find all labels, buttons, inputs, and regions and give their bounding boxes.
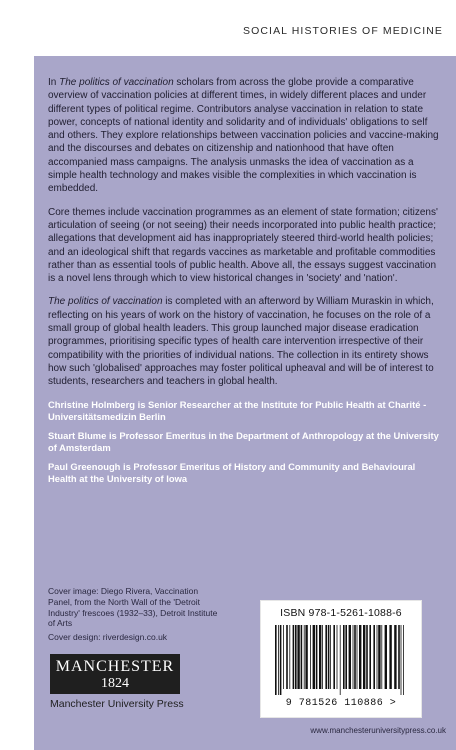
series-header — [0, 0, 456, 42]
barcode-bar — [345, 625, 347, 689]
barcode-bar — [325, 625, 327, 689]
barcode-bar — [394, 625, 396, 689]
description-paragraph-1 — [48, 76, 442, 196]
author-bios — [48, 399, 442, 485]
barcode-bar — [313, 625, 315, 689]
logo-name: MANCHESTER — [55, 658, 175, 675]
barcode-bar — [319, 625, 321, 689]
barcode-bar — [403, 625, 404, 695]
book-title-italic: The politics of vaccination — [48, 296, 163, 308]
barcode-bar — [359, 625, 361, 689]
barcode-bar — [305, 625, 307, 689]
barcode-bar — [297, 625, 299, 689]
author-bio-holmberg: Christine Holmberg is Senior Researcher at the Institute for Public Health at Charité - Universitätsmedizin Berlin — [48, 398, 427, 422]
barcode-bar — [369, 625, 371, 689]
barcode-bar — [354, 625, 356, 689]
barcode-icon — [273, 625, 409, 695]
logo-year: 1824 — [101, 676, 129, 691]
barcode-bar — [278, 625, 279, 695]
barcode-panel — [260, 600, 422, 718]
publisher-name: Manchester University Press — [50, 698, 184, 710]
publisher-website: www.manchesteruniversitypress.co.uk — [310, 726, 446, 735]
barcode-bar — [401, 625, 402, 695]
barcode-bar — [316, 625, 318, 689]
barcode-bar — [333, 625, 335, 689]
barcode-bar — [275, 625, 277, 695]
barcode-bar — [289, 625, 290, 689]
cover-image-credit: Cover image: Diego Rivera, Vaccination Panel, from the North Wall of the 'Detroit Industry' frescoes (1932–33), Detroit Institute of Arts — [48, 586, 218, 629]
barcode-bar — [310, 625, 311, 689]
barcode-bar — [286, 625, 288, 689]
barcode-bar — [373, 625, 375, 689]
logo-block — [50, 654, 180, 694]
barcode-bar — [353, 625, 354, 689]
barcode-bar — [357, 625, 358, 689]
barcode-bar — [381, 625, 382, 689]
barcode-bar — [280, 625, 282, 695]
series-label: SOCIAL HISTORIES OF MEDICINE — [243, 25, 443, 37]
blurb-body — [48, 76, 442, 492]
barcode-bar — [328, 625, 330, 689]
barcode-bar — [301, 625, 303, 689]
barcode-bar — [337, 625, 338, 689]
author-bio-blume: Stuart Blume is Professor Emeritus in the Department of Anthropology at the University of Amsterdam — [48, 429, 439, 453]
barcode-bar — [283, 625, 284, 689]
barcode-bar — [389, 625, 391, 689]
barcode-bar — [340, 625, 341, 695]
description-paragraph-2: Core themes include vaccination programmes as an element of state formation; citizens' articulation of seeing (or not seeing) their needs incorporated into public health practice; allegations that development aid has inappropriately steered third-world health policies; and an ideological shift that regards vaccines as marketable and profitable commodities rather than as essential tools of public health. Above all, the essays suggest vaccination is a novel lens through which to view historical changes in 'society' and 'nation'. — [48, 206, 438, 285]
author-bio-greenough: Paul Greenough is Professor Emeritus of History and Community and Behavioural Health at the University of Iowa — [48, 460, 416, 484]
barcode-bar — [295, 625, 297, 689]
barcode-bar — [385, 625, 387, 689]
paragraph-text: scholars from across the globe provide a comparative overview of vaccination policies at different times, in widely different places and under different types of political regime. Contributors analyse vaccination in relation to state power, concepts of national identity and solidarity and of individuals' obligations to self and others. They explore relationships between vaccination policies and vaccine-making and the discourses and debates on citizenship and nationhood that have often accompanied mass campaigns. The analysis unmasks the idea of vaccination as a simple health technology and makes visible the complexities in which vaccination is embedded. — [48, 77, 439, 195]
barcode-bar — [378, 625, 380, 689]
barcode-bar — [377, 625, 378, 689]
barcode-bar — [293, 625, 295, 689]
blurb-panel — [34, 56, 456, 750]
paragraph-text: is completed with an afterword by William Muraskin in which, reflecting on his years of work on the history of vaccination, he focuses on the role of a small group of global health leaders. This group launched major disease eradication programmes, prioritising specific types of health care intervention irrespective of their compatibility with the priorities of individual nations. The collection in its entirety shows how such 'globalised' approaches may foster political upheaval and will be of interest to students, researchers and teachers in global health. — [48, 296, 434, 388]
publisher-logo — [50, 654, 200, 710]
barcode-bar — [398, 625, 400, 689]
book-title-italic: The politics of vaccination — [59, 77, 174, 88]
barcode-digits: 9 781526 110886 > — [285, 698, 397, 709]
cover-design-credit: Cover design: riverdesign.co.uk — [48, 632, 168, 643]
description-paragraph-3 — [48, 295, 442, 388]
cover-credits — [48, 586, 218, 646]
barcode-bar — [304, 625, 305, 689]
paragraph-lead: In — [48, 77, 60, 88]
barcode-bar — [366, 625, 368, 689]
barcode-bar — [349, 625, 351, 689]
isbn-label: ISBN 978-1-5261-1088-6 — [280, 607, 402, 619]
barcode-bar — [330, 625, 331, 689]
barcode-bar — [343, 625, 345, 689]
barcode-bar — [322, 625, 323, 689]
barcode-bar — [363, 625, 365, 689]
